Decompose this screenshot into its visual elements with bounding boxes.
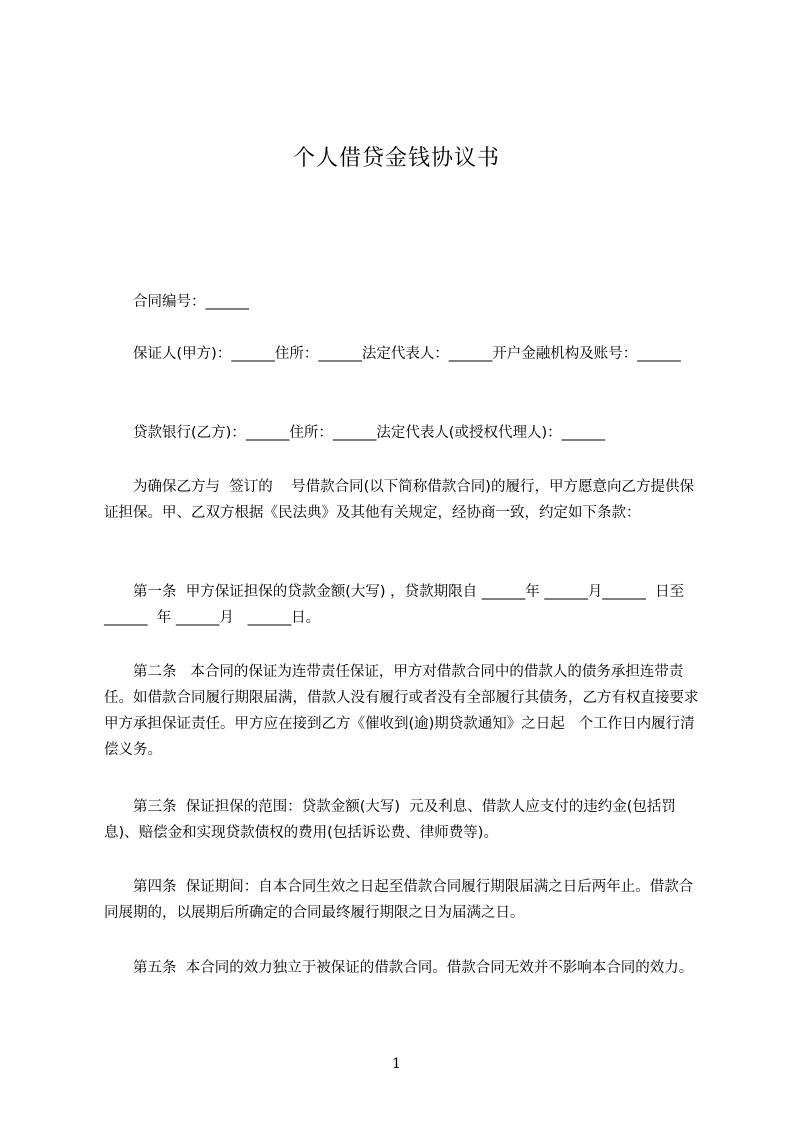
article-2: 第二条 本合同的保证为连带责任保证，甲方对借款合同中的借款人的债务承担连带责任。如借款合同履行期限届满，借款人没有履行或者没有全部履行其债务，乙方有权直接要求甲方承担保证责任。甲方应在接到乙方《催收到(逾)期贷款通知》之日起 个工作日内履行清偿义务。 [104,664,699,758]
lender-bank-line: 贷款银行(乙方)：______住所：______法定代表人(或授权代理人)：______ [104,425,606,441]
article-5: 第五条 本合同的效力独立于被保证的借款合同。借款合同无效并不影响本合同的效力。 [104,960,694,976]
page-number: 1 [392,1056,401,1072]
article-4: 第四条 保证期间：自本合同生效之日起至借款合同履行期限届满之日后两年止。借款合同展期的，以展期后所确定的合同最终履行期限之日为届满之日。 [104,879,694,921]
article-3: 第三条 保证担保的范围：贷款金额(大写) 元及利息、借款人应支付的违约金(包括罚息)、赔偿金和实现贷款债权的费用(包括诉讼费、律师费等)。 [104,799,676,841]
article-1: 第一条 甲方保证担保的贷款金额(大写) ，贷款期限自 ______年 ______月______ 日至______ 年 ______月 ______日。 [104,584,685,626]
preamble-paragraph: 为确保乙方与 签订的 号借款合同(以下简称借款合同)的履行，甲方愿意向乙方提供保证担保。甲、乙双方根据《民法典》及其他有关规定，经协商一致，约定如下条款： [104,479,694,521]
contract-number-line: 合同编号：______ [104,294,249,310]
guarantor-line: 保证人(甲方)：______住所：______法定代表人：______开户金融机构及账号：______ [104,346,681,362]
document-title: 个人借贷金钱协议书 [292,146,500,171]
